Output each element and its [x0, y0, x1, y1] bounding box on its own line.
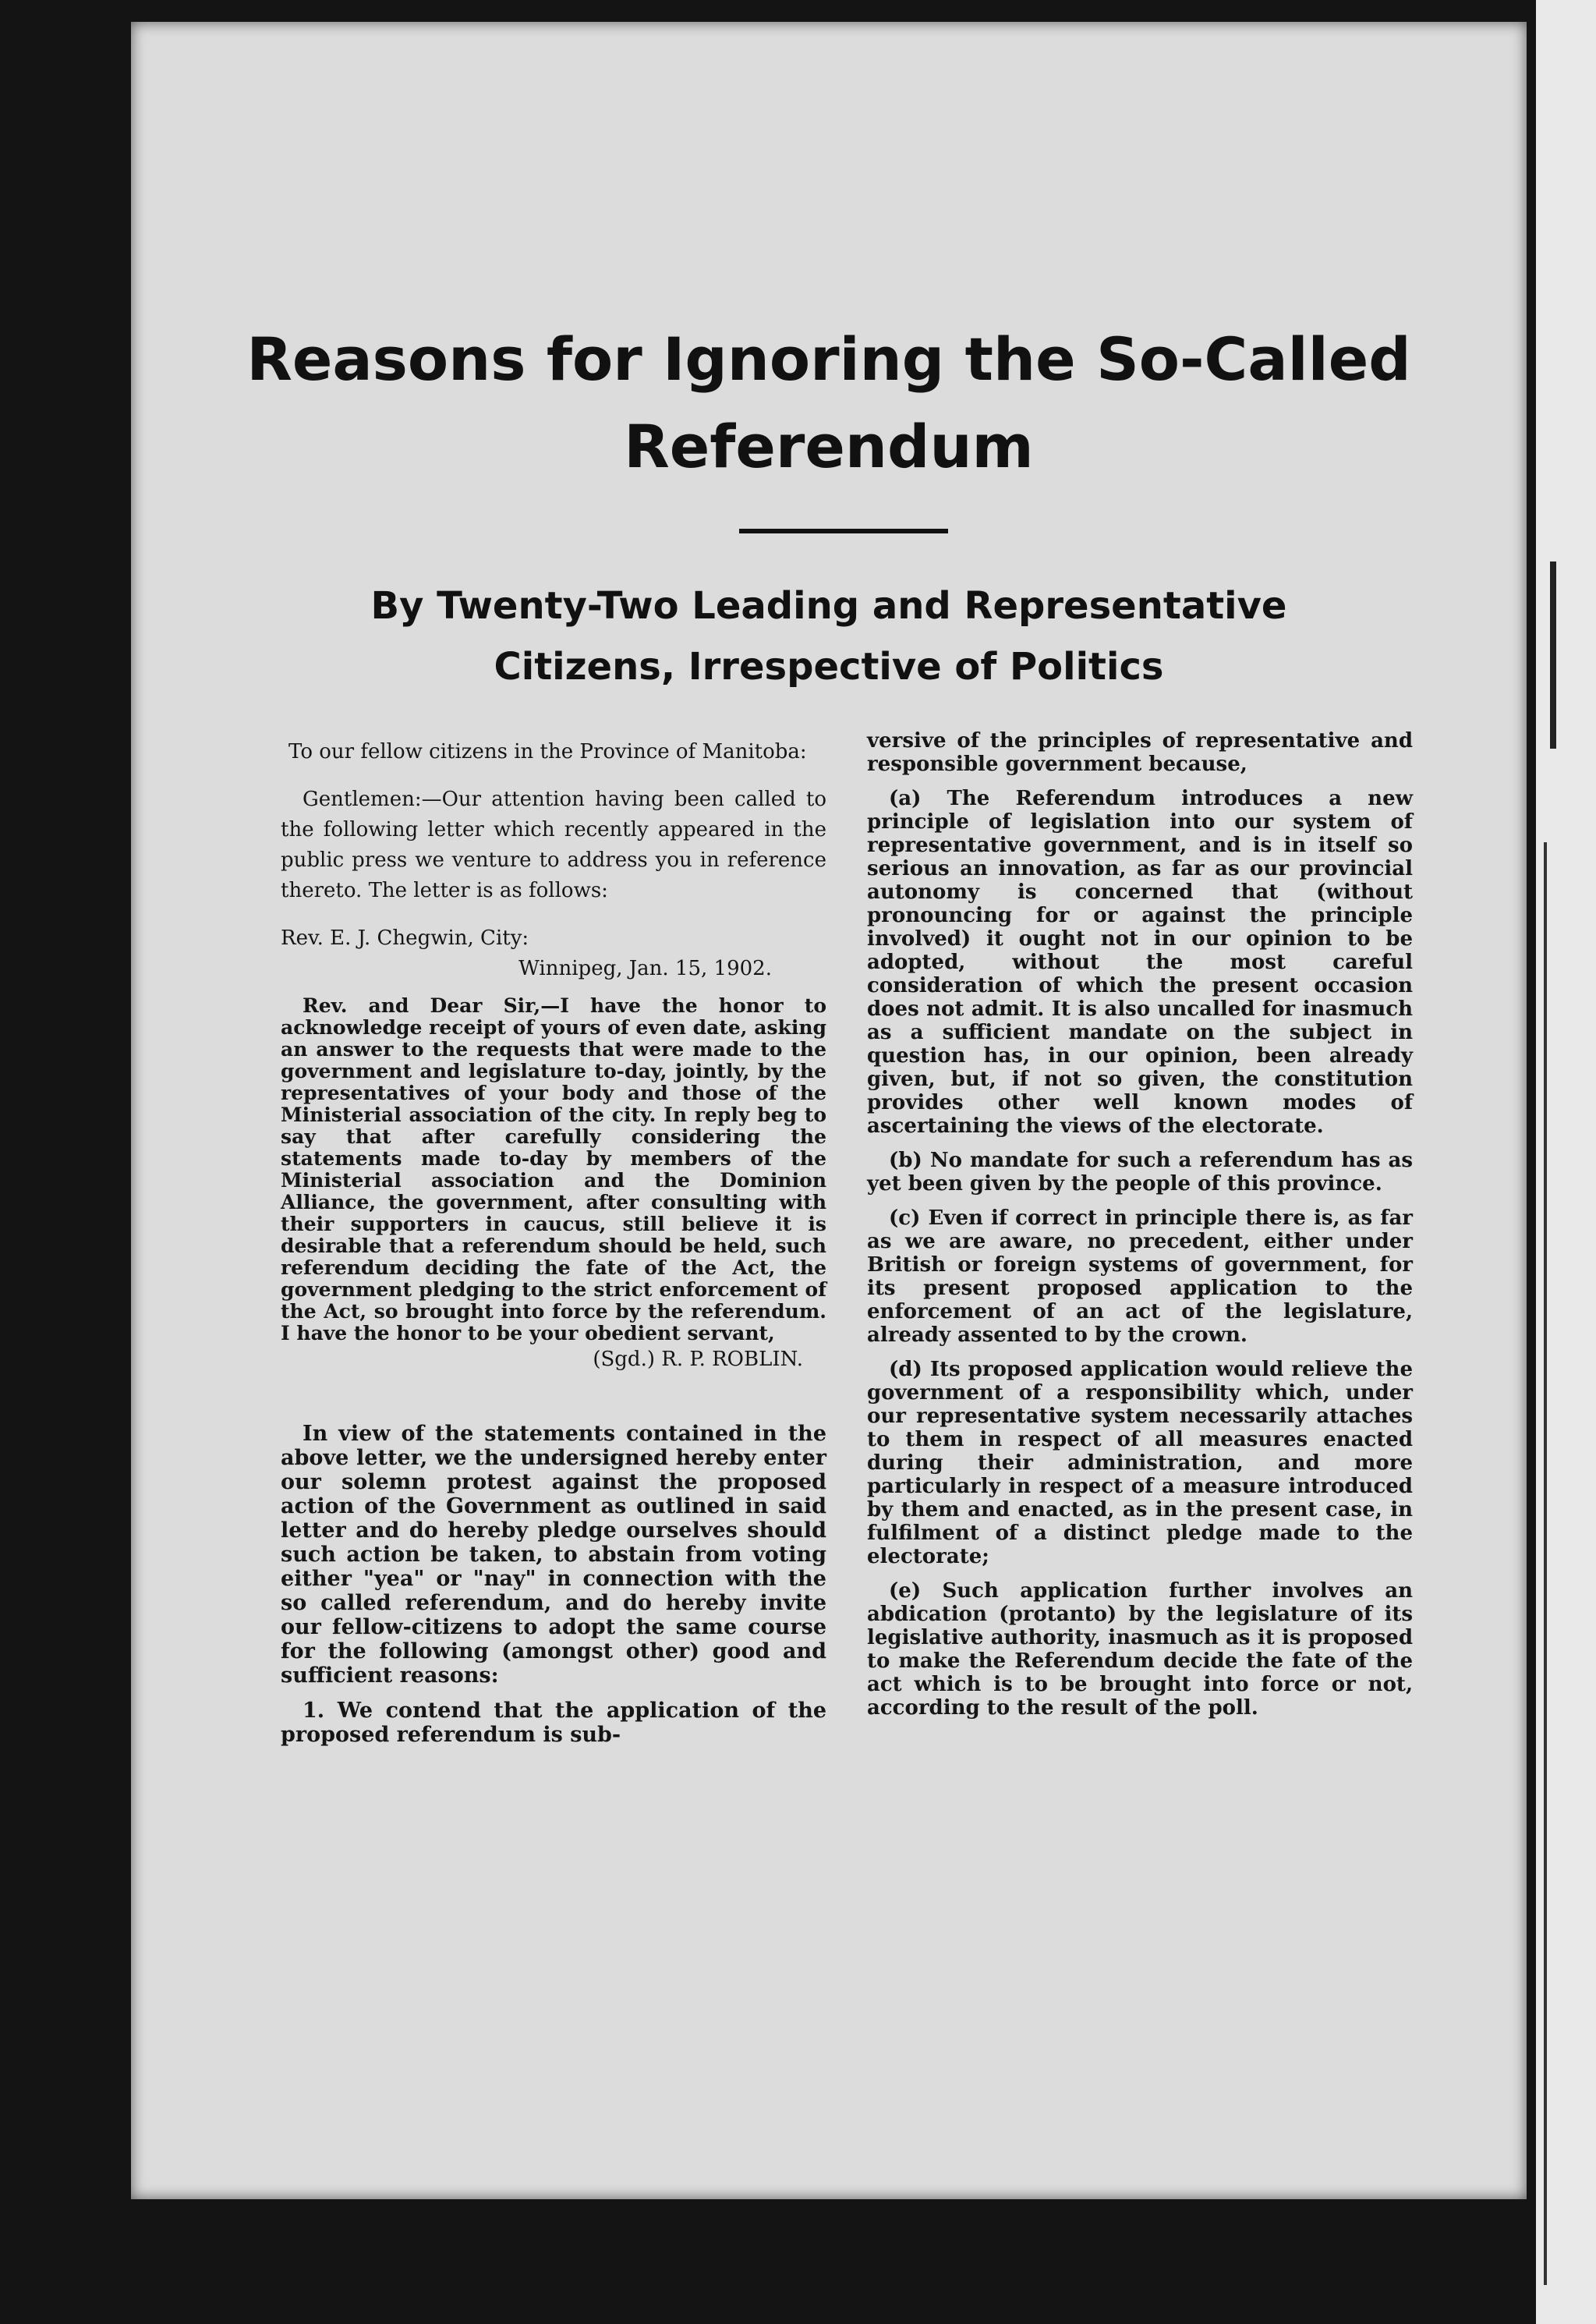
reason-1-continued: versive of the principles of representative and responsible government because, — [867, 729, 1413, 776]
adjacent-page-edge — [1536, 0, 1596, 2324]
letter-place-date: Winnipeg, Jan. 15, 1902. — [518, 957, 772, 980]
intro-paragraph: Gentlemen:—Our attention having been called to the following letter which recently appeared in the public press we venture to address you in reference thereto. The letter is as follows: — [281, 788, 826, 902]
title-line-2: Referendum — [624, 412, 1034, 481]
reason-1-start: 1. We contend that the application of the proposed referendum is sub- — [281, 1699, 826, 1747]
document-title — [131, 316, 1527, 491]
document-subtitle — [131, 576, 1527, 697]
point-a: (a) The Referendum introduces a new principle of legislation into our system of representative government, and is in itself so serious an innovation, as far as our provincial autonomy is concerned that (without pronouncing for or against the principle involved) it ought not in our opinion to be adopted, without the most careful consideration of which the present occasion does not admit. It is also uncalled for inasmuch as a sufficient mandate on the subject in question has, in our opinion, been already given, but, if not so given, the constitution provides other well known modes of ascertaining the views of the electorate. — [867, 787, 1413, 1138]
page-edge-line — [1544, 842, 1547, 2285]
right-column — [867, 729, 1413, 1720]
letter-body: Rev. and Dear Sir,—I have the honor to acknowledge receipt of yours of even date, asking an answer to the requests that were made to the government and legislature to-day, jointly, by the representatives of your body and those of the Ministerial association of the city. In reply beg to say that after carefully considering the statements made to-day by members of the Ministerial association and the Dominion Alliance, the government, after consulting with their supporters in caucus, still believe it is desirable that a referendum should be held, such referendum deciding the fate of the Act, the government pledging to the strict enforcement of the Act, so brought into force by the referendum. I have the honor to be your obedient servant, — [281, 994, 826, 1344]
protest-paragraph: In view of the statements contained in the above letter, we the undersigned hereby enter our solemn protest against the proposed action of the Government as outlined in said letter and do hereby pledge ourselves should such action be taken, to abstain from voting either "yea" or "nay" in connection with the so called referendum, and do hereby invite our fellow-citizens to adopt the same course for the following (amongst other) good and sufficient reasons: — [281, 1422, 826, 1688]
page-edge-mark — [1550, 562, 1556, 749]
point-c: (c) Even if correct in principle there is, as far as we are aware, no precedent, either under British or foreign systems of government, for its present proposed application to the enforcement of an act of the legislature, already assented to by the crown. — [867, 1206, 1413, 1347]
subtitle-line-1: By Twenty-Two Leading and Representative — [370, 584, 1287, 628]
address-paragraph: To our fellow citizens in the Province of Manitoba: — [288, 740, 807, 763]
title-line-1: Reasons for Ignoring the So-Called — [246, 324, 1411, 394]
letter-recipient: Rev. E. J. Chegwin, City: — [281, 926, 529, 950]
subtitle-line-2: Citizens, Irrespective of Politics — [494, 645, 1164, 689]
letter-signature: (Sgd.) R. P. ROBLIN. — [593, 1348, 803, 1371]
point-b: (b) No mandate for such a referendum has as yet been given by the people of this province. — [867, 1149, 1413, 1196]
left-column — [281, 737, 826, 1747]
point-d: (d) Its proposed application would relieve the government of a responsibility which, under our representative system necessarily attaches to them in respect of all measures enacted during their administration, and more particularly in respect of a measure introduced by them and enacted, as in the present case, in fulfilment of a distinct pledge made to the electorate; — [867, 1358, 1413, 1568]
title-divider — [739, 529, 948, 533]
point-e: (e) Such application further involves an abdication (protanto) by the legislature of its legislative authority, inasmuch as it is proposed to make the Referendum decide the fate of the act which is to be brought into force or not, according to the result of the poll. — [867, 1579, 1413, 1720]
